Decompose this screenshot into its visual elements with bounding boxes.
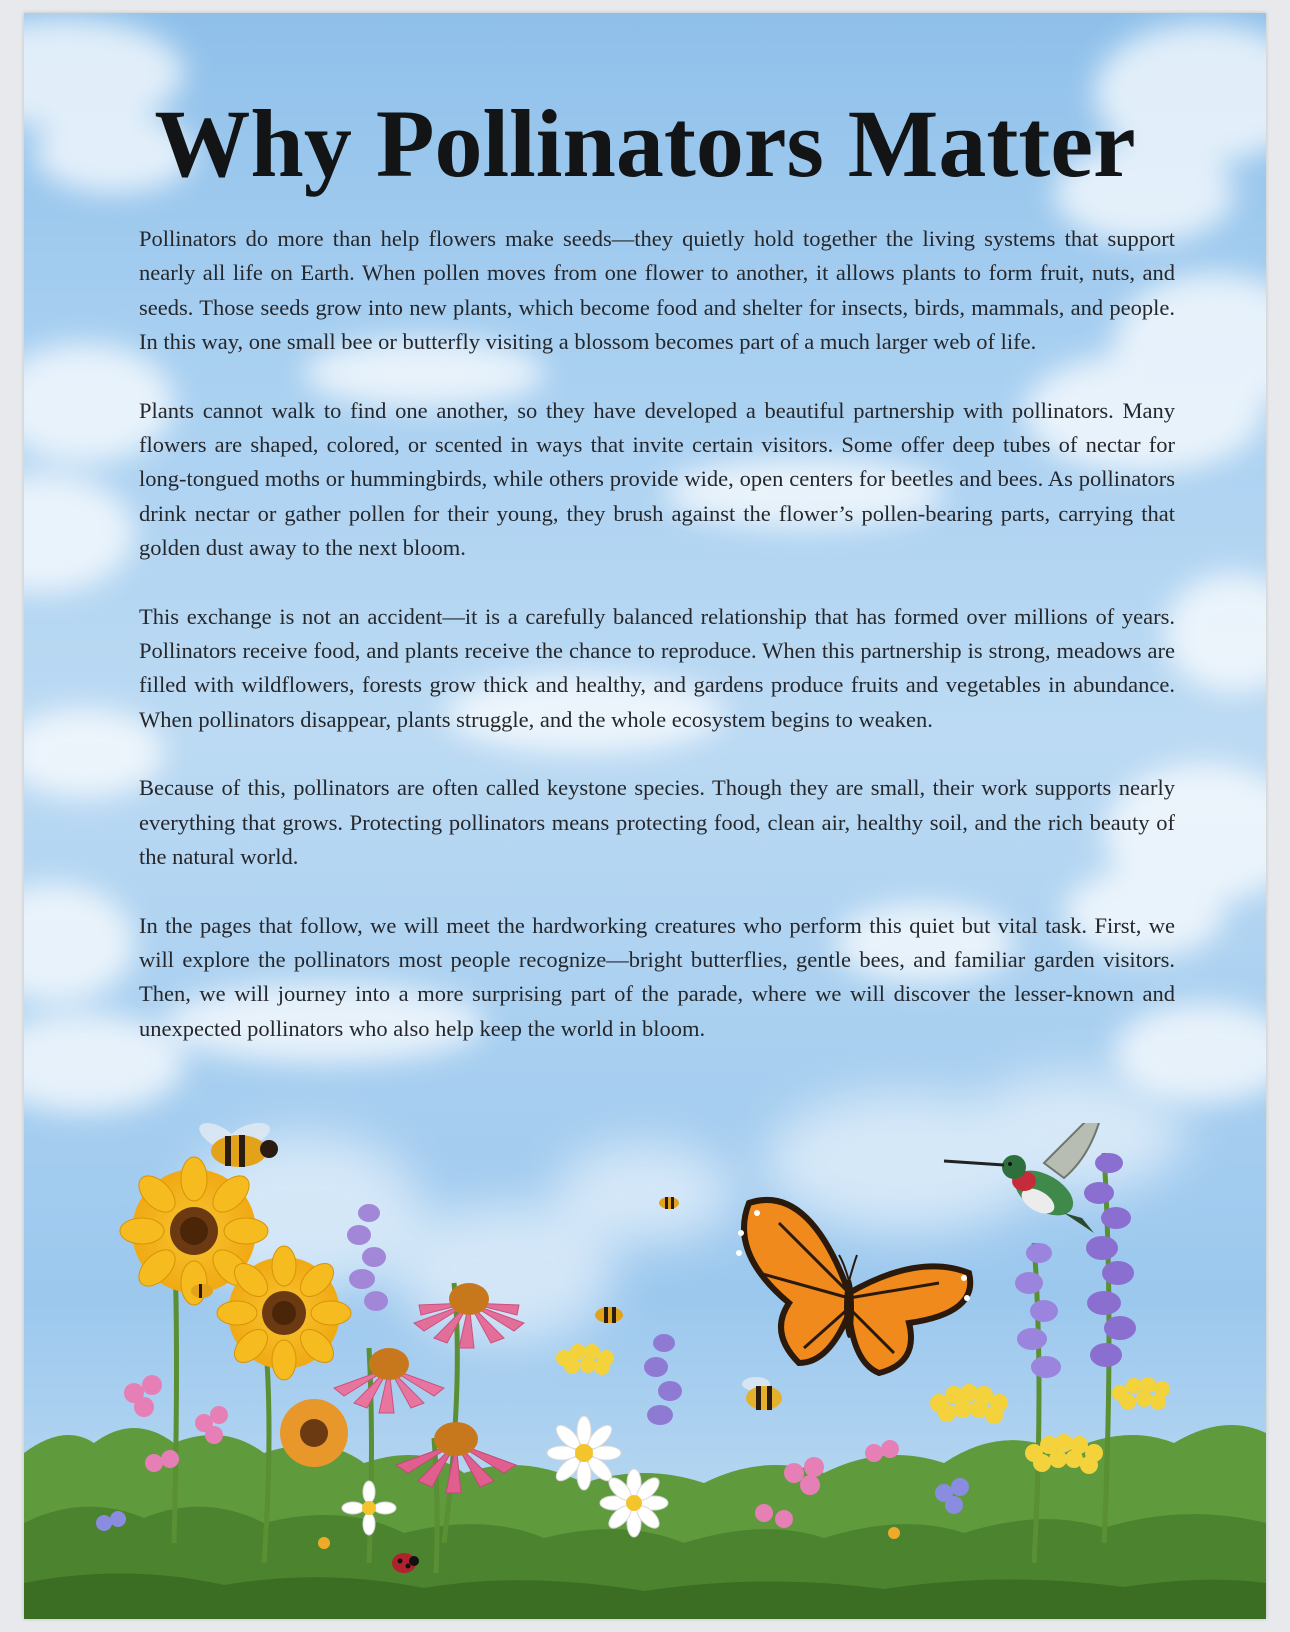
monarch-butterfly (736, 1200, 970, 1373)
sunflower (120, 1157, 351, 1467)
bee-icon (595, 1307, 623, 1323)
paragraph: This exchange is not an accident—it is a carefully balanced relationship that has formed over millions of years. Pollinators receive food, and plants receive the chance to reproduce. When this partnership is strong, meadows are filled with wildflowers, forests grow thick and healthy, and gardens produce fruits and vegetables in abundance. When pollinators disappear, plants struggle, and the whole ecosystem begins to weaken. (139, 603, 1175, 732)
bee-icon (191, 1284, 213, 1298)
page-title: Why Pollinators Matter (154, 90, 1136, 197)
paragraph: Because of this, pollinators are often called keystone species. Though they are small, their work supports nearly everything that grows. Protecting pollinators means protecting food, clean air, healthy soil, and the rich beauty of the natural world. (139, 775, 1175, 870)
document-page (24, 13, 1266, 1619)
bee-icon (659, 1197, 679, 1209)
bee-icon (742, 1377, 782, 1410)
paragraph: Plants cannot walk to find one another, so they have developed a beautiful partnership with pollinators. Many flowers are shaped, colored, or scented in ways that invite certain visitors. Some offer deep tubes of nectar for long-tongued moths or hummingbirds, while others provide wide, open centers for beetles and bees. As pollinators drink nectar or gather pollen for their young, they brush against the flower’s pollen-bearing parts, carrying that golden dust away to the next bloom. (139, 397, 1175, 561)
paragraph: Pollinators do more than help flowers make seeds—they quietly hold together the living systems that support nearly all life on Earth. When pollen moves from one flower to another, it allows plants to form fruit, nuts, and seeds. Those seeds grow into new plants, which become food and shelter for insects, birds, mammals, and people. In this way, one small bee or butterfly visiting a blossom becomes part of a much larger web of life. (139, 226, 1175, 355)
hummingbird (944, 1123, 1104, 1233)
body-text (139, 222, 1175, 1080)
bee-icon (195, 1123, 278, 1167)
paragraph: In the pages that follow, we will meet the hardworking creatures who perform this quiet but vital task. First, we will explore the pollinators most people recognize—bright butterflies, gentle bees, and familiar garden visitors. Then, we will journey into a more surprising part of the parade, where we will discover the lesser-known and unexpected pollinators who also help keep the world in bloom. (139, 912, 1175, 1041)
meadow-illustration (24, 1123, 1266, 1619)
